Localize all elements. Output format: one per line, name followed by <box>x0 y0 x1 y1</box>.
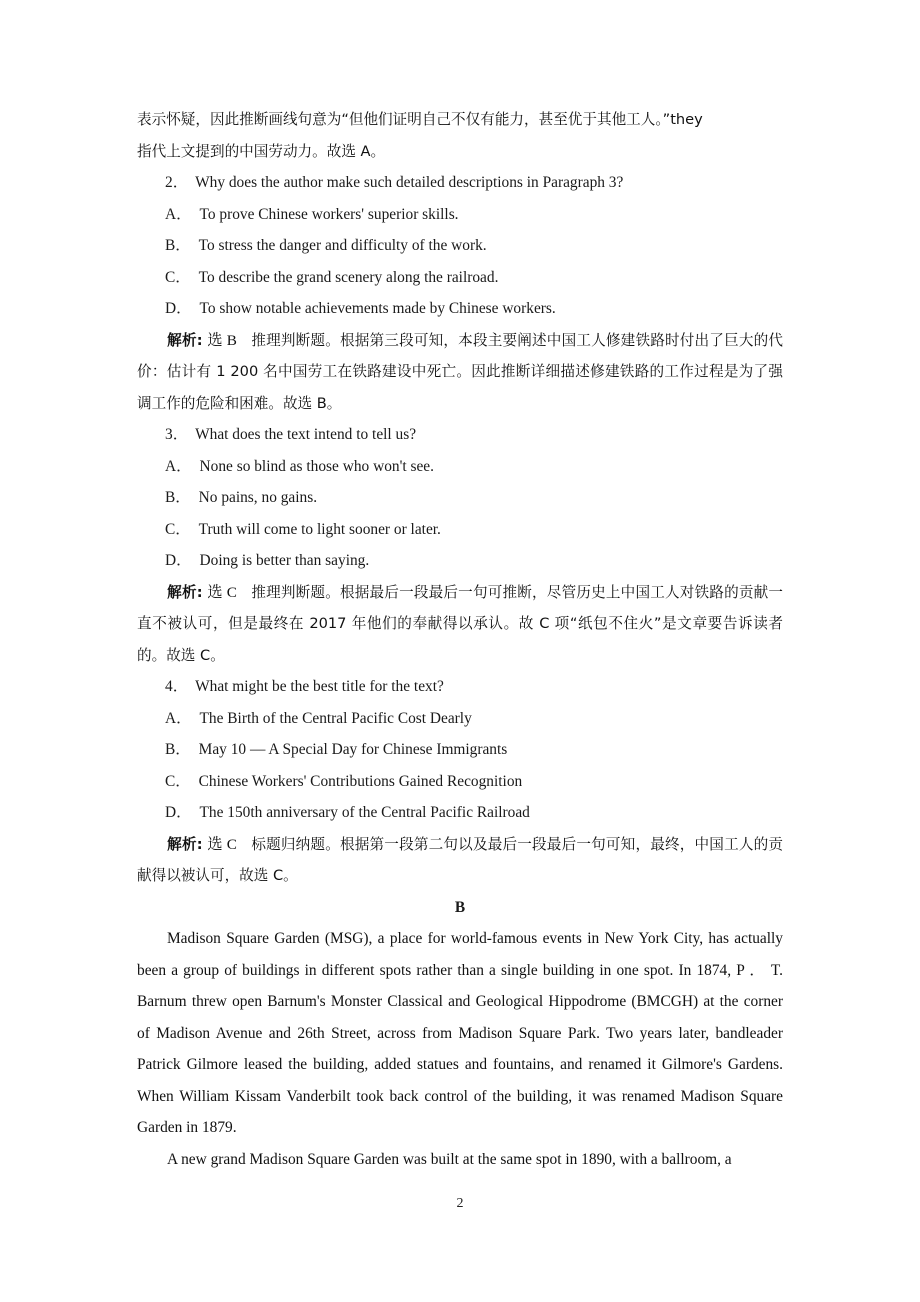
question-2-number: 2． <box>165 174 189 191</box>
question-2-option-c[interactable] <box>137 262 783 294</box>
passage-b-paragraph-1 <box>137 923 783 1144</box>
question-3-stem <box>137 419 783 451</box>
option-letter: A． <box>165 709 192 727</box>
option-text: Doing is better than saying. <box>199 552 370 569</box>
question-2-option-b[interactable] <box>137 230 783 262</box>
question-3-option-a[interactable] <box>137 451 783 483</box>
question-3-option-b[interactable] <box>137 482 783 514</box>
question-2-option-d[interactable] <box>137 293 783 325</box>
option-letter: B． <box>165 489 191 506</box>
option-letter: B． <box>165 237 191 254</box>
option-text: To describe the grand scenery along the railroad. <box>198 268 499 286</box>
analysis-text: 标题归纳题。根据第一段第二句以及最后一段最后一句可知，最终，中国工人的贡献得以被认可，故选 C。 <box>137 835 783 884</box>
question-2-option-a[interactable] <box>137 199 783 231</box>
analysis-1-line-2: 指代上文提到的中国劳动力。故选 A。 <box>137 142 386 160</box>
option-letter: D． <box>165 804 192 821</box>
question-4-option-a[interactable] <box>137 703 783 735</box>
analysis-answer: 选 C <box>207 583 237 601</box>
question-4-number: 4． <box>165 678 189 695</box>
page-number: 2 <box>456 1196 464 1211</box>
question-4-stem <box>137 671 783 703</box>
option-letter: C． <box>165 772 191 790</box>
option-letter: B． <box>165 741 191 758</box>
passage-b-paragraph-2 <box>137 1144 783 1176</box>
option-letter: C． <box>165 268 191 286</box>
option-text: To stress the danger and difficulty of the work. <box>198 237 487 254</box>
option-text: The 150th anniversary of the Central Pacific Railroad <box>199 804 530 821</box>
question-4-option-d[interactable] <box>137 797 783 829</box>
question-3-analysis <box>137 577 783 672</box>
option-letter: A． <box>165 205 192 223</box>
option-text: Chinese Workers' Contributions Gained Recognition <box>198 772 523 790</box>
question-2-text: Why does the author make such detailed descriptions in Paragraph 3? <box>195 174 624 191</box>
question-4-option-b[interactable] <box>137 734 783 766</box>
option-letter: D． <box>165 300 192 317</box>
option-text: No pains, no gains. <box>198 489 318 506</box>
option-text: Truth will come to light sooner or later. <box>198 520 441 538</box>
question-4-text: What might be the best title for the text? <box>195 678 444 695</box>
paragraph-text: A new grand Madison Square Garden was built at the same spot in 1890, with a ballroom, a <box>167 1150 732 1168</box>
analysis-answer: 选 C <box>207 835 237 853</box>
analysis-label: 解析: <box>167 331 203 349</box>
analysis-text: 推理判断题。根据最后一段最后一句可推断，尽管历史上中国工人对铁路的贡献一直不被认可，但是最终在 2017 年他们的奉献得以承认。故 C 项“纸包不住火”是文章要告诉读者的。故选 C。 <box>137 583 783 664</box>
option-text: The Birth of the Central Pacific Cost Dearly <box>199 709 472 727</box>
question-3-number: 3． <box>165 426 189 443</box>
option-text: To prove Chinese workers' superior skills. <box>199 205 459 223</box>
question-4-option-c[interactable] <box>137 766 783 798</box>
page-content <box>137 104 783 1175</box>
analysis-text: 推理判断题。根据第三段可知，本段主要阐述中国工人修建铁路时付出了巨大的代价：估计有 1 200 名中国劳工在铁路建设中死亡。因此推断详细描述修建铁路的工作过程是为了强调工作的危险和困难。故选 B。 <box>137 331 783 412</box>
analysis-label: 解析: <box>167 583 203 601</box>
paragraph-text: Madison Square Garden (MSG), a place for world-famous events in New York City, has actually been a group of buildings in different spots rather than a single building in one spot. In 1874, P ． T. Barnum threw open Barnum's Monster Classical and Geological Hippodrome (BMCGH) at the corner of Madison Avenue and 26th Street, across from Madison Square Park. Two years later, bandleader Patrick Gilmore leased the building, added statues and fountains, and renamed it Gilmore's Gardens. When William Kissam Vanderbilt took back control of the building, it was renamed Madison Square Garden in 1879. <box>137 930 783 1136</box>
option-text: To show notable achievements made by Chinese workers. <box>199 300 556 317</box>
question-3-option-c[interactable] <box>137 514 783 546</box>
option-letter: D． <box>165 552 192 569</box>
section-letter-heading: B <box>454 898 466 916</box>
analysis-1-line-1: 表示怀疑，因此推断画线句意为“但他们证明自己不仅有能力，甚至优于其他工人。”they <box>137 111 703 128</box>
question-3-option-d[interactable] <box>137 545 783 577</box>
option-letter: A． <box>165 457 192 475</box>
option-letter: C． <box>165 520 191 538</box>
question-2-analysis <box>137 325 783 420</box>
analysis-answer: 选 B <box>207 331 237 349</box>
question-4-analysis <box>137 829 783 892</box>
option-text: None so blind as those who won't see. <box>199 457 434 475</box>
question-2-stem <box>137 167 783 199</box>
analysis-label: 解析: <box>167 835 203 853</box>
option-text: May 10 — A Special Day for Chinese Immigrants <box>198 741 508 758</box>
question-3-text: What does the text intend to tell us? <box>195 426 417 443</box>
